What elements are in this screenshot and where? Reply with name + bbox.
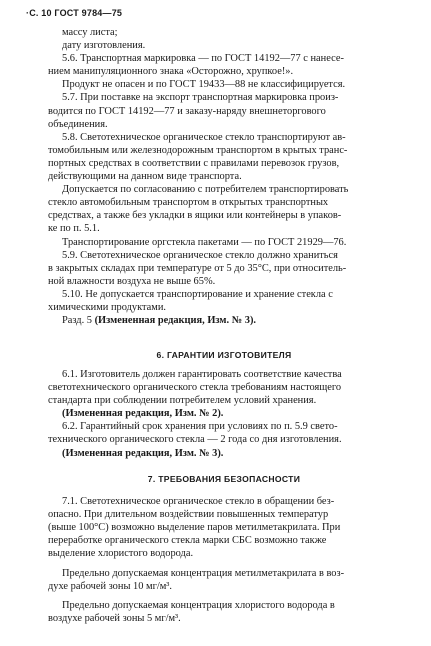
text-line: технического органического стекла — 2 года со дня изготовления. (48, 434, 342, 446)
text-line: томобильным или железнодорожным транспортом в крытых транс- (48, 144, 348, 156)
text-line: духе рабочей зоны 10 мг/м³. (48, 581, 173, 593)
section-7-heading: 7. ТРЕБОВАНИЯ БЕЗОПАСНОСТИ (147, 474, 301, 484)
text-line: нием манипуляционного знака «Осторожно, хрупкое!». (48, 66, 294, 78)
section-6-text (48, 368, 400, 460)
text-line: 7.1. Светотехническое органическое стекло в обращении без- (62, 496, 335, 507)
section-7-paragraph-2 (48, 567, 400, 593)
text-line: стандарта при соблюдении потребителем условий хранения. (48, 395, 317, 407)
text-line: объединения. (48, 118, 108, 130)
amendment-note: (Измененная редакция, Изм. № 2). (62, 408, 224, 420)
text-line: Предельно допускаемая концентрация метилметакрилата в воз- (62, 568, 345, 579)
text-line: выделение хлористого водорода. (48, 548, 194, 560)
section-6-heading: 6. ГАРАНТИИ ИЗГОТОВИТЕЛЯ (156, 350, 292, 360)
text-line: массу листа; (62, 27, 118, 38)
text-line: Продукт не опасен и по ГОСТ 19433—88 не классифицируется. (62, 79, 346, 91)
text-line: Допускается по согласованию с потребителем транспортировать (62, 184, 349, 196)
text-line: (выше 100°С) возможно выделение паров метилметакрилата. При (48, 522, 341, 534)
text-line: светотехнического органического стекла требованиям настоящего (48, 382, 342, 394)
text-line: средствах, а также без укладки в ящики или контейнеры в упаков- (48, 210, 342, 222)
text-line: 6.2. Гарантийный срок хранения при условиях по п. 5.9 свето- (62, 421, 338, 433)
section-7-text (48, 495, 400, 560)
text-line: химическими продуктами. (48, 301, 167, 313)
text-line: действующими на данном виде транспорта. (48, 171, 242, 183)
amendment-text: (Измененная редакция, Изм. № 3). (94, 315, 256, 327)
text-line: в закрытых складах при температуре от 5 до 35°С, при относитель- (48, 262, 347, 274)
text-line: дату изготовления. (62, 40, 146, 52)
amendment-prefix: Разд. 5 (62, 315, 95, 327)
text-line: 5.9. Светотехническое органическое стекло должно храниться (62, 249, 338, 261)
text-line: портных средствах в соответствии с правилами перевозок грузов, (48, 157, 340, 169)
text-line: 6.1. Изготовитель должен гарантировать соответствие качества (62, 369, 342, 380)
text-line: Транспортирование оргстекла пакетами — по ГОСТ 21929—76. (62, 236, 347, 248)
text-line: водится по ГОСТ 14192—77 и заказу-наряду внешнеторгового (48, 105, 326, 117)
page-header: ·С. 10 ГОСТ 9784—75 (26, 8, 123, 18)
text-line: воздухе рабочей зоны 5 мг/м³. (48, 613, 181, 625)
section-7-paragraph-3 (48, 599, 400, 625)
text-line: 5.10. Не допускается транспортирование и хранение стекла с (62, 288, 333, 300)
text-line: переработке органического стекла марки СБС возможно также (48, 535, 327, 547)
amendment-note: (Измененная редакция, Изм. № 3). (62, 447, 224, 459)
text-line: опасно. При длительном воздействии повышенных температур (48, 509, 329, 521)
text-line: стекло автомобильным транспортом в открытых транспортных (48, 197, 329, 209)
text-line: 5.7. При поставке на экспорт транспортная маркировка произ- (62, 92, 339, 104)
section-5-text (48, 26, 400, 327)
text-line: ке по п. 5.1. (48, 223, 100, 235)
text-line: 5.6. Транспортная маркировка — по ГОСТ 14192—77 с нанесе- (62, 53, 344, 65)
text-line: Предельно допускаемая концентрация хлористого водорода в (62, 600, 335, 611)
amendment-note (48, 314, 400, 327)
text-line: 5.8. Светотехническое органическое стекло транспортируют ав- (62, 131, 346, 143)
text-line: ной влажности воздуха не выше 65%. (48, 275, 216, 287)
